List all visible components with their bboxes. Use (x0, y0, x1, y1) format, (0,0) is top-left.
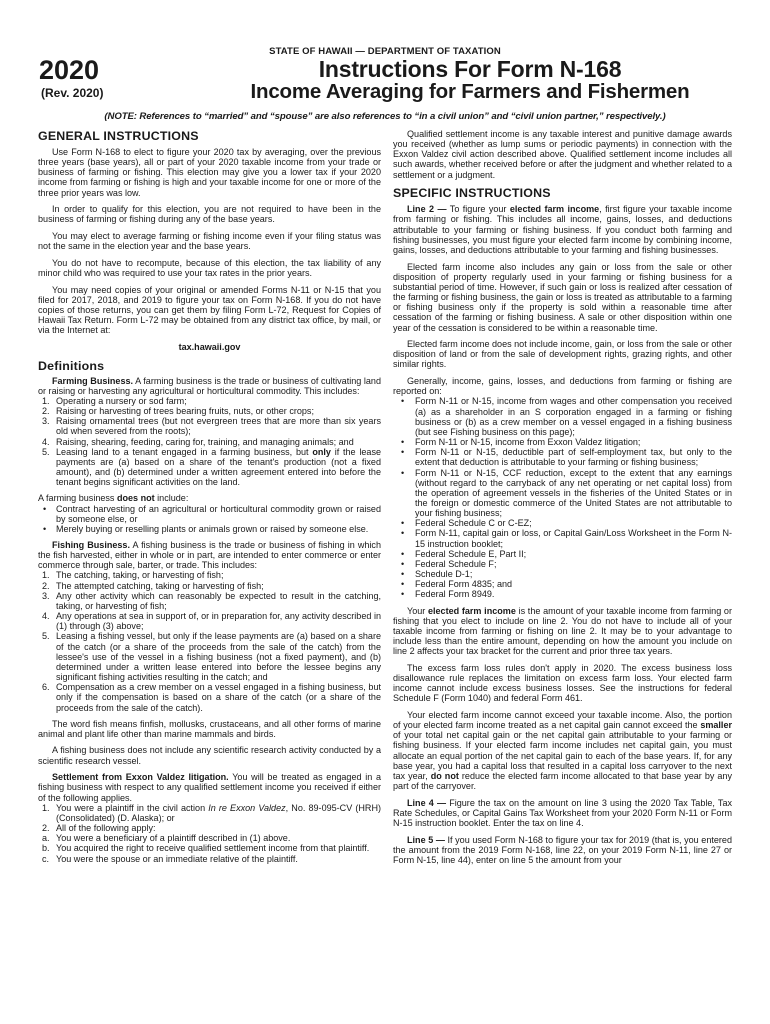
line-label: Line 2 — (407, 204, 447, 215)
list-item: 4. Raising, shearing, feeding, caring for, training, and managing animals; and (42, 436, 354, 447)
list-item: 3. Any other activity which can reasonably be expected to result in the catching, taking, or harvesting of fish; (42, 590, 381, 611)
paragraph: Elected farm income does not include income, gain, or loss from the sale or other disposition of land or from the sale of development rights, grazing rights, and other similar rights. (393, 339, 732, 370)
exxon-list (38, 803, 381, 864)
paragraph: Generally, income, gains, losses, and deductions from farming or fishing are reported on: (393, 376, 732, 397)
list-item: • Contract harvesting of an agricultural or horticultural commodity grown or raised by someone else, or (43, 503, 381, 524)
list-item: • Form N-11, capital gain or loss, or Capital Gain/Loss Worksheet in the Form N-15 instruction booklet; (401, 528, 732, 549)
list-item: b. You acquired the right to receive qualified settlement income from that plaintiff. (42, 843, 370, 854)
farming-list (38, 396, 381, 447)
left-column (38, 129, 381, 870)
list-item: c. You were the spouse or an immediate relative of the plaintiff. (42, 853, 298, 864)
list-item: 5. Leasing a fishing vessel, but only if the lease payments are (a) based on a share of the catch (or a share of the proceeds from the sale of the catch) from the lessee's use of the vessel in a fishing business (not a fixed payment), and (b) determined under a written lease entered into before the lessee begins any significant fishing activities resulting in the catch; and (42, 631, 381, 683)
paragraph: You do not have to recompute, because of this election, the tax liability of any minor child who was required to use your tax rates in the prior years. (38, 257, 381, 279)
reported-on-list (393, 396, 732, 599)
paragraph: In order to qualify for this election, you are not required to have been in the business of farming or fishing during any of the base years. (38, 204, 381, 225)
paragraph: Elected farm income also includes any gain or loss from the sale or other disposition of property regularly used in your farming or fishing business for a substantial period of time. However, if such gain or loss is realized after cessation of the farming or fishing business, the gain or loss is treated as attributable to a farming or fishing business only if the property is sold within a reasonable time after cessation of the farming or fishing business. A sale or other disposition within one year of the cessation is considered to be within a reasonable time. (393, 261, 732, 333)
paragraph: Use Form N-168 to elect to figure your 2020 tax by averaging, over the previous three years (base years), all or part of your 2020 taxable income from your trade or business of farming or fishing. This election may give you a lower tax if your 2020 income from farming or fishing is high and your taxable income for one or more of the three prior years was low. (38, 147, 381, 198)
line-5-instructions: Line 5 — If you used Form N-168 to figure your tax for 2019 (that is, you entered the amount from the 2019 Form N-168, line 22, on your 2019 Form N-11, line 27 or Form N-15, line 44), enter on line 5 the amount from your (393, 834, 732, 865)
definition-text: You will be treated as engaged in a fishing business with respect to any qualified settlement income you received if either of the following applies. (38, 772, 382, 803)
not-include-intro: A farming business does not include: (38, 493, 189, 504)
list-item: 3. Raising ornamental trees (but not evergreen trees that are more than six years old when severed from the roots); (42, 416, 381, 437)
fish-definition: The word fish means finfish, mollusks, crustaceans, and all other forms of marine animal and plant life other than marine mammals and birds. (38, 718, 381, 739)
farming-list-item-5 (38, 447, 381, 488)
list-item: • Federal Form 8949. (401, 589, 495, 600)
line-label: Line 5 — (407, 834, 445, 845)
list-item: • Form N-11 or N-15, income from Exxon Valdez litigation; (401, 437, 641, 448)
definition-text: A farming business is the trade or business of cultivating land or raising or harvesting any agricultural or horticultural commodity. This includes: (38, 375, 381, 396)
list-item: 2. All of the following apply: (42, 823, 156, 834)
right-column (393, 129, 732, 872)
term-label: Settlement from Exxon Valdez litigation. (52, 772, 229, 783)
paragraph: You may elect to average farming or fishing income even if your filing status was not the same in the election year and the base years. (38, 231, 381, 252)
website-link[interactable]: tax.hawaii.gov (178, 342, 241, 352)
list-item: 2. Raising or harvesting of trees bearing fruits, nuts, or other crops; (42, 406, 314, 417)
list-item: 2. The attempted catching, taking or harvesting of fish; (42, 580, 264, 591)
scientific-exclusion: A fishing business does not include any scientific research activity conducted by a scientific research vessel. (38, 745, 381, 766)
term-label: Fishing Business. (52, 540, 130, 550)
line-label: Line 4 — (407, 797, 447, 808)
list-item: a. You were a beneficiary of a plaintiff described in (1) above. (42, 833, 291, 844)
civil-union-note: (NOTE: References to “married” and “spouse” are also references to “in a civil union” and “civil union partner,” respectively.) (104, 111, 666, 122)
definition-text: A fishing business is the trade or business of fishing in which the fish harvested, either in whole or in part, are intended to enter commerce or enter commerce through sale, barter, or trade. This includes: (38, 540, 381, 571)
list-item: 1. Operating a nursery or sod farm; (42, 395, 187, 406)
exxon-settlement-definition (38, 772, 381, 802)
form-year: 2020 (39, 55, 100, 85)
list-item: • Form N-11 or N-15, income from wages and other compensation you received (a) as a shareholder in an S corporation engaged in a farming or fishing business or (b) as a crew member on a vessel engaged in a fishing business (but see Fishing business on this page); (401, 396, 732, 437)
farming-business-definition (38, 376, 381, 396)
agency-line: STATE OF HAWAII — DEPARTMENT OF TAXATION (269, 46, 501, 57)
page-title: Instructions For Form N-168 (318, 56, 622, 82)
elected-farm-income-paragraph: Your elected farm income is the amount of your taxable income from farming or fishing that you elect to include on line 2. You do not have to include all of your taxable income from farming or fishing on line 2. It may be to your advantage to include less than the entire amount, depending on how the amount you include on line 2 affects your tax bracket for the current and prior three tax years. (393, 605, 732, 657)
list-item: • Federal Schedule E, Part II; (401, 548, 527, 559)
line-2-instructions: Line 2 — To figure your elected farm income, first figure your taxable income from farming or fishing. This includes all income, gains, losses, and deductions attributable to your farming or fishing business. If you conduct both farming and fishing businesses, you must figure your elected farm income by combining income, gains, losses, and deductions attributable to your farming and fishing businesses. (393, 204, 732, 255)
list-item: 4. Any operations at sea in support of, or in preparation for, any activity described in (1) through (3) above; (42, 611, 381, 632)
list-item: • Form N-11 or N-15, CCF reduction, except to the extent that any earnings (without regard to the carryback of any net operating or net capital loss) from the operation of agreement vessels in the fisheries of the United States or in the foreign or domestic commerce of the United States are not attributable to your fishing business; (401, 467, 732, 519)
general-instructions-heading: GENERAL INSTRUCTIONS (38, 129, 199, 143)
list-item: 5. Leasing land to a tenant engaged in a farming business, but only if the lease payments are (a) based on a share of the tenant's production (not a fixed amount), and (b) determined under a written agreement entered into before the tenant begins significant activities on the land. (42, 446, 381, 488)
not-include-list (38, 504, 381, 534)
paragraph: You may need copies of your original or amended Forms N-11 or N-15 that you filed for 2017, 2018, and 2019 to figure your tax on Form N-168. If you do not have copies of those returns, you can get them by filing Form L-72, Request for Copies of Hawaii Tax Return. Form L-72 may be obtained from any district tax office, by mail, or via the Internet at: (38, 284, 381, 336)
list-item: 6. Compensation as a crew member on a vessel engaged in a fishing business, but only if the compensation is based on a share of the catch (or a share of the proceeds from the sale of the catch). (42, 682, 381, 713)
list-item: • Schedule D-1; (401, 569, 473, 580)
fishing-business-definition (38, 540, 381, 570)
specific-instructions-heading: SPECIFIC INSTRUCTIONS (393, 186, 551, 201)
excess-loss-paragraph: The excess farm loss rules don't apply in 2020. The excess business loss disallowance rule replaces the limitation on excess farm loss. Your elected farm income cannot include excess business losses. See the instructions for federal Schedule F (Form 1040) and federal Form 461. (393, 662, 732, 704)
list-item: 1. You were a plaintiff in the civil action In re Exxon Valdez, No. 89-095-CV (HRH) (Consolidated) (D. Alaska); or (42, 802, 381, 823)
page-subtitle: Income Averaging for Farmers and Fishermen (250, 80, 690, 103)
list-item: • Merely buying or reselling plants or animals grown or raised by someone else. (43, 523, 369, 534)
line-4-instructions: Line 4 — Figure the tax on the amount on line 3 using the 2020 Tax Table, Tax Rate Schedules, or Capital Gains Tax Worksheet from your 2020 Form N-11 or Form N-15 instruction booklet. Enter the tax on line 4. (393, 797, 733, 829)
term-label: Farming Business. (52, 375, 134, 386)
definitions-heading: Definitions (38, 358, 105, 373)
qualified-settlement-paragraph: Qualified settlement income is any taxable interest and punitive damage awards you received (whether as lump sums or periodic payments) in connection with the Exxon Valdez civil action described above. Qualified settlement income includes all such awards, whether received before or after the judgment and whether related to a settlement or a judgment. (393, 129, 732, 180)
fishing-list (38, 570, 381, 712)
revision-label: (Rev. 2020) (41, 86, 104, 100)
list-item: • Federal Schedule F; (401, 558, 497, 569)
list-item: 1. The catching, taking, or harvesting of fish; (42, 570, 224, 581)
list-item: • Federal Schedule C or C-EZ; (401, 518, 532, 529)
list-item: • Form N-11 or N-15, deductible part of self-employment tax, but only to the extent that deduction is attributable to your farming or fishing business; (401, 447, 732, 468)
list-item: • Federal Form 4835; and (401, 579, 513, 590)
cannot-exceed-paragraph: Your elected farm income cannot exceed your taxable income. Also, the portion of your elected farm income treated as a net capital gain cannot exceed the smaller of your total net capital gain or the net capital gain attributable to your farming or fishing business. If your elected farm income includes net capital gain, you must allocate an equal portion of the net capital gain to each of the base years. If, for any base year, you had a capital loss that resulted in a capital loss carryover to the next tax year, do not reduce the elected farm income allocated to that base year by any part of the carryover. (393, 709, 732, 792)
